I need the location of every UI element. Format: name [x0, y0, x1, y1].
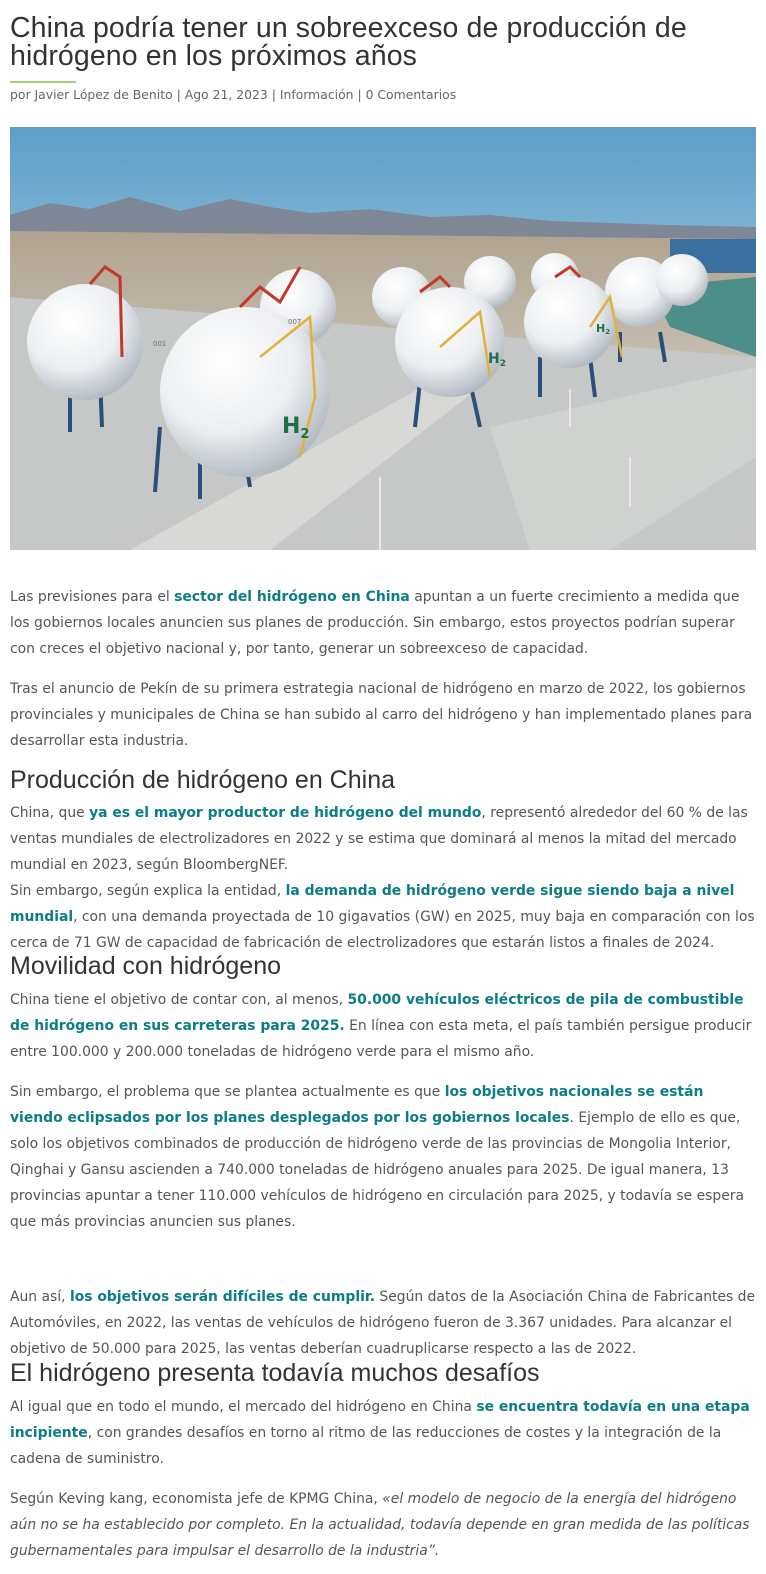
h2-label: $H_2$ — [282, 414, 310, 442]
hydrogen-storage-photo — [10, 127, 756, 550]
author-link[interactable]: Javier López de Benito — [34, 87, 173, 102]
svg-text:001: 001 — [153, 340, 167, 348]
paragraph-8: Según Keving kang, economista jefe de KPMG China, «el modelo de negocio de la energía del hidrógeno aún no se ha establecido por completo. En la actualidad, todavía depende en gran medida de las políticas gubernamentales para impulsar el desarrollo de la industria”. — [10, 1491, 750, 1559]
heading-desafios: El hidrógeno presenta todavía muchos desafíos — [10, 1359, 540, 1387]
paragraph-1: Las previsiones para el sector del hidrógeno en China apuntan a un fuerte crecimiento a medida que los gobiernos locales anuncien sus planes de producción. Sin embargo, estos proyectos podrían superar con creces el objetivo nacional y, por tanto, generar un sobreexceso de capacidad. — [10, 589, 740, 657]
comments-link[interactable]: 0 Comentarios — [365, 87, 457, 102]
meta-sep: | — [267, 87, 280, 102]
heading-produccion: Producción de hidrógeno en China — [10, 766, 395, 794]
paragraph-4: China tiene el objetivo de contar con, al menos, 50.000 vehículos eléctricos de pila de combustible de hidrógeno en sus carreteras para 2025. En línea con esta meta, el país también persigue producir entre 100.000 y 200.000 toneladas de hidrógeno verde para el mismo año. — [10, 992, 752, 1060]
paragraph-5: Sin embargo, el problema que se plantea actualmente es que los objetivos nacionales se están viendo eclipsados por los planes desplegados por los gobiernos locales. Ejemplo de ello es que, solo los objetivos combinados de producción de hidrógeno verde de las provincias de Mongolia Interior, Qinghai y Gansu ascienden a 740.000 toneladas de hidrógeno anuales para 2025. De igual manera, 13 provincias apuntar a tener 110.000 vehículos de hidrógeno en circulación para 2025, y todavía se espera que más provincias anuncien sus planes. — [10, 1084, 744, 1230]
svg-text:H2: H2 — [596, 322, 611, 336]
heading-movilidad: Movilidad con hidrógeno — [10, 952, 282, 980]
svg-text:007: 007 — [288, 318, 302, 326]
page-title: China podría tener un sobreexceso de producción de hidrógeno en los próximos años — [10, 12, 687, 72]
svg-text:H2: $H_2$ — [488, 351, 506, 369]
link-mayor-productor[interactable]: ya es el mayor productor de hidrógeno del mundo — [89, 805, 482, 821]
category-link[interactable]: Información — [279, 87, 354, 102]
kpmg-quote: «el modelo de negocio de la energía del hidrógeno aún no se ha establecido por completo. En la actualidad, todavía depende en gran medida de las políticas gubernamentales para impulsar el desarrollo de la industria”. — [10, 1491, 750, 1559]
paragraph-6: Aun así, los objetivos serán difíciles de cumplir. Según datos de la Asociación China de Fabricantes de Automóviles, en 2022, las ventas de vehículos de hidrógeno fueron de 3.367 unidades. Para alcanzar el objetivo de 50.000 para 2025, las ventas deberían cuadruplicarse respecto a las de 2022. — [10, 1289, 756, 1357]
link-objetivos-nacionales[interactable]: los objetivos nacionales se están viendo eclipsados por los planes desplegados por los gobiernos locales — [10, 1084, 704, 1126]
link-etapa-incipiente[interactable]: se encuentra todavía en una etapa incipiente — [10, 1399, 750, 1441]
hero-image — [10, 127, 756, 550]
post-meta — [10, 87, 456, 102]
title-underline — [10, 81, 76, 83]
link-objetivos-dificiles[interactable]: los objetivos serán difíciles de cumplir. — [69, 1289, 375, 1305]
meta-sep: | — [172, 87, 185, 102]
meta-sep: | — [353, 87, 366, 102]
paragraph-3: China, que ya es el mayor productor de hidrógeno del mundo, representó alrededor del 60 % de las ventas mundiales de electrolizadores en 2022 y se estima que dominará al menos la mitad del mercado mundial en 2023, según BloombergNEF. Sin embargo, según explica la entidad, la demanda de hidrógeno verde sigue siendo baja a nivel mundial, con una demanda proyectada de 10 gigavatios (GW) en 2025, muy baja en comparación con los cerca de 71 GW de capacidad de fabricación de electrolizadores que estarán listos a finales de 2024. — [10, 805, 755, 951]
paragraph-2: Tras el anuncio de Pekín de su primera estrategia nacional de hidrógeno en marzo de 2022, los gobiernos provinciales y municipales de China se han subido al carro del hidrógeno y han implementado planes para desarrollar esta industria. — [10, 681, 753, 749]
link-sector-hidrogeno[interactable]: sector del hidrógeno en China — [174, 589, 410, 605]
link-demanda-verde[interactable]: la demanda de hidrógeno verde sigue siendo baja a nivel mundial — [10, 883, 735, 925]
paragraph-7: Al igual que en todo el mundo, el mercado del hidrógeno en China se encuentra todavía en una etapa incipiente, con grandes desafíos en torno al ritmo de las reducciones de costes y la integración de la cadena de suministro. — [10, 1399, 750, 1467]
post-date: Ago 21, 2023 — [184, 87, 268, 102]
link-50000-vehiculos[interactable]: 50.000 vehículos eléctricos de pila de combustible de hidrógeno en sus carreteras para 2025. — [10, 992, 744, 1034]
meta-prefix: por — [10, 87, 35, 102]
